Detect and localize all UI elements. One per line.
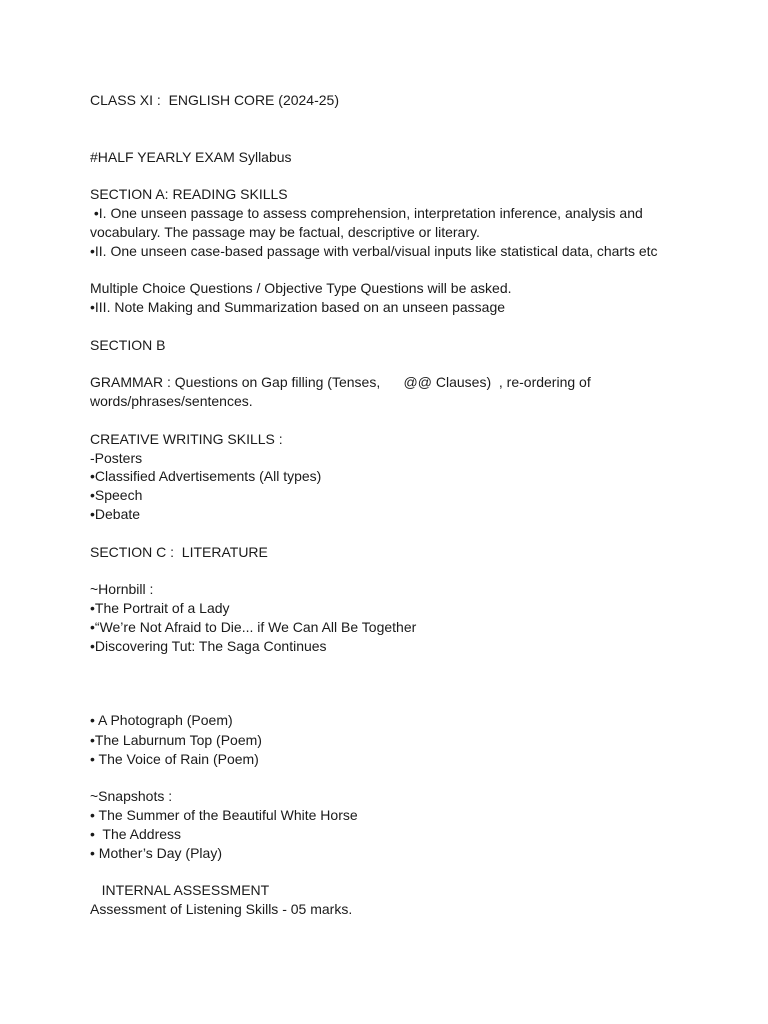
document-title: CLASS XI : ENGLISH CORE (2024-25) [90, 92, 339, 108]
creative-writing-heading: CREATIVE WRITING SKILLS : [90, 431, 283, 447]
snapshots-heading: ~Snapshots : [90, 788, 173, 804]
section-a-item-1-line-2: vocabulary. The passage may be factual, descriptive or literary. [90, 224, 480, 240]
section-a-item-2: •II. One unseen case-based passage with verbal/visual inputs like statistical data, charts etc [90, 243, 658, 259]
section-a-item-1-line-1: •I. One unseen passage to assess comprehension, interpretation inference, analysis and [90, 205, 643, 221]
grammar-line-1: GRAMMAR : Questions on Gap filling (Tenses, @@ Clauses) , re-ordering of [90, 374, 591, 390]
section-b-heading: SECTION B [90, 337, 166, 353]
section-a-heading: SECTION A: READING SKILLS [90, 186, 288, 202]
list-item: • The Voice of Rain (Poem) [90, 751, 259, 767]
list-item: • The Address [90, 826, 182, 842]
exam-heading: #HALF YEARLY EXAM Syllabus [90, 149, 292, 165]
list-item: • A Photograph (Poem) [90, 712, 233, 728]
section-c-heading: SECTION C : LITERATURE [90, 544, 268, 560]
list-item: •Speech [90, 487, 143, 503]
list-item: -Posters [90, 450, 143, 466]
list-item: •The Portrait of a Lady [90, 600, 230, 616]
internal-assessment-detail: Assessment of Listening Skills - 05 marks. [90, 901, 353, 917]
grammar-line-2: words/phrases/sentences. [90, 393, 253, 409]
mcq-note: Multiple Choice Questions / Objective Type Questions will be asked. [90, 280, 512, 296]
section-a-item-3: •III. Note Making and Summarization based on an unseen passage [90, 299, 506, 315]
list-item: •Discovering Tut: The Saga Continues [90, 638, 327, 654]
list-item: •“We’re Not Afraid to Die... if We Can All Be Together [90, 619, 417, 635]
list-item: •The Laburnum Top (Poem) [90, 732, 262, 748]
list-item: •Debate [90, 506, 141, 522]
hornbill-heading: ~Hornbill : [90, 581, 154, 597]
list-item: • The Summer of the Beautiful White Horse [90, 807, 358, 823]
list-item: •Classified Advertisements (All types) [90, 468, 322, 484]
list-item: • Mother’s Day (Play) [90, 845, 222, 861]
internal-assessment-heading: INTERNAL ASSESSMENT [90, 882, 270, 898]
